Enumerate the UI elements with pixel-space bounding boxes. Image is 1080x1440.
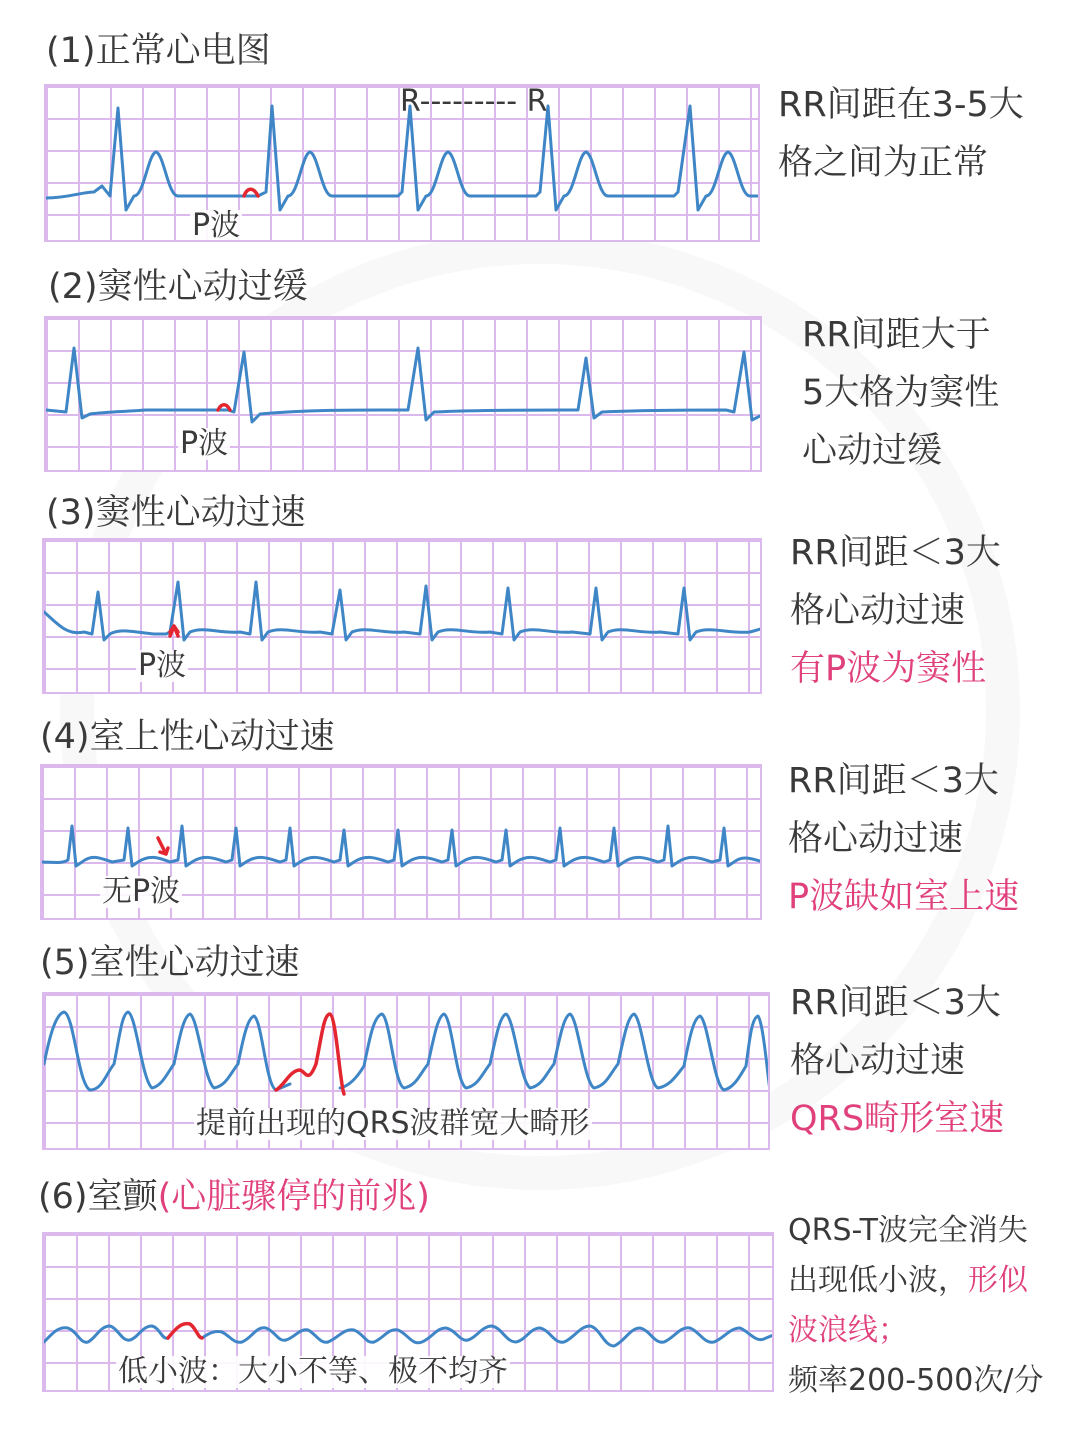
rr-interval-label: R--------- R bbox=[400, 84, 548, 119]
section-3-title: (3)窦性心动过速 bbox=[46, 493, 306, 533]
section-1-title: (1)正常心电图 bbox=[46, 31, 271, 71]
p-wave-label: P波 bbox=[138, 648, 187, 683]
no-p-wave-label: 无P波 bbox=[102, 874, 181, 909]
arrow-icon bbox=[158, 838, 168, 854]
ecg-panel-bradycardia bbox=[44, 316, 762, 472]
section-3-description: RR间距＜3大 格心动过速 有P波为窦性 bbox=[790, 533, 1001, 689]
section-2-description: RR间距大于 5大格为窦性 心动过缓 bbox=[802, 315, 1000, 471]
ecg-panel-vt bbox=[42, 992, 770, 1150]
section-5-description: RR间距＜3大 格心动过速 QRS畸形室速 bbox=[790, 983, 1005, 1139]
ecg-panel-normal bbox=[44, 84, 760, 242]
p-wave-arrow-icon bbox=[170, 626, 178, 636]
section-4-description: RR间距＜3大 格心动过速 P波缺如室上速 bbox=[788, 761, 1020, 917]
wide-qrs-highlight bbox=[276, 1014, 344, 1094]
section-6-title-note: (心脏骤停的前兆) bbox=[157, 1177, 430, 1217]
section-2-title: (2)窦性心动过缓 bbox=[48, 267, 308, 307]
section-4-title: (4)室上性心动过速 bbox=[40, 717, 335, 757]
wide-qrs-label: 提前出现的QRS波群宽大畸形 bbox=[196, 1106, 590, 1141]
ecg-panel-vf bbox=[42, 1232, 774, 1392]
low-wave-label: 低小波：大小不等、极不均齐 bbox=[118, 1354, 508, 1389]
section-6-title-main: (6)室颤 bbox=[38, 1177, 158, 1217]
section-6-description: QRS-T波完全消失 出现低小波，形似 波浪线； 频率200-500次/分 bbox=[788, 1213, 1044, 1398]
section-5-title: (5)室性心动过速 bbox=[40, 943, 300, 983]
section-6-title bbox=[38, 1177, 430, 1217]
p-wave-label: P波 bbox=[180, 426, 229, 461]
ecg-panel-svt bbox=[40, 764, 762, 920]
p-wave-label: P波 bbox=[192, 208, 241, 242]
section-1-description: RR间距在3-5大 格之间为正常 bbox=[778, 85, 1024, 183]
ecg-trace-bradycardia bbox=[46, 318, 762, 472]
ecg-panel-sinus-tachycardia bbox=[42, 538, 762, 694]
low-wave-highlight bbox=[168, 1324, 202, 1338]
